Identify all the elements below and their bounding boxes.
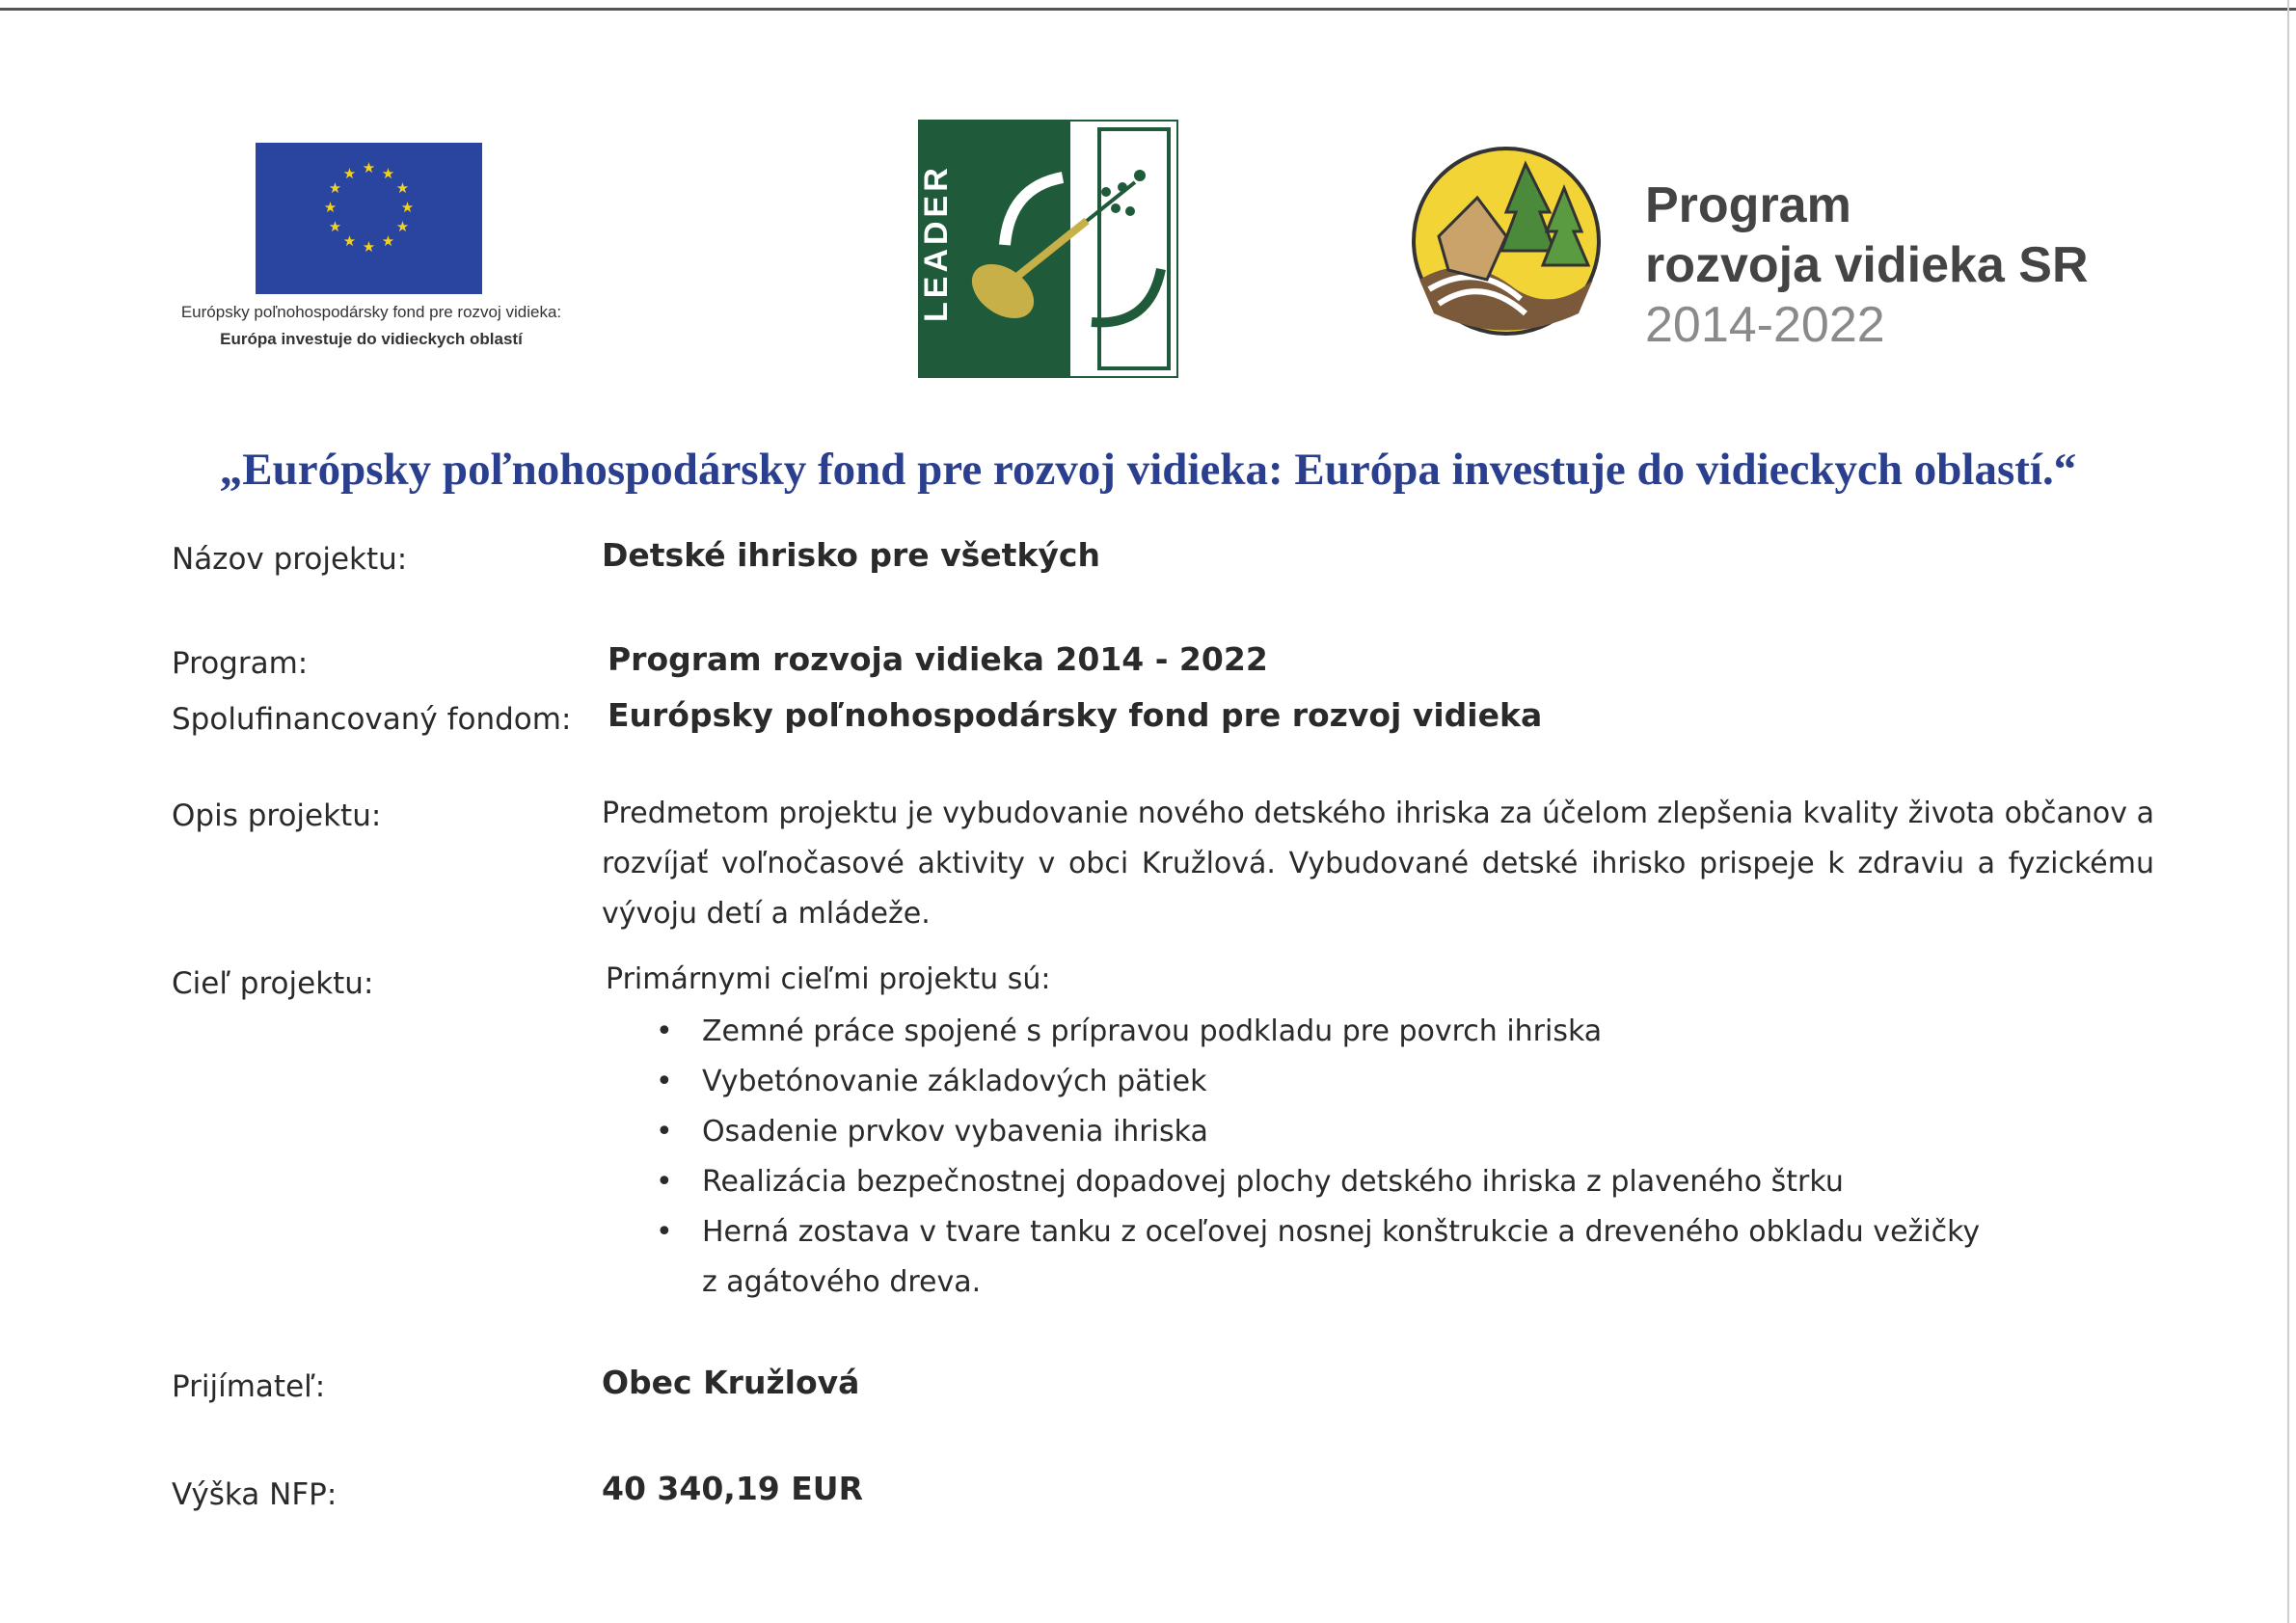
goal-item-text: Zemné práce spojené s prípravou podkladu pre povrch ihriska [702, 1014, 1603, 1048]
goal-item-continuation [656, 1258, 1980, 1308]
goal-item [656, 1107, 1980, 1157]
leader-logo [918, 120, 1178, 378]
goal-item-text: z agátového dreva. [702, 1265, 982, 1299]
goal-item [656, 1057, 1980, 1107]
goal-intro: Primárnymi cieľmi projektu sú: [606, 962, 1051, 996]
star-icon: ★ [395, 218, 410, 235]
leader-text: LEADER [918, 164, 955, 322]
bullet-icon: • [656, 1215, 673, 1249]
prv-title-line1: Program [1645, 177, 1851, 233]
scan-top-line [0, 8, 2296, 11]
program-label: Program: [172, 646, 309, 681]
description-label: Opis projektu: [172, 798, 382, 833]
star-icon: ★ [395, 179, 410, 197]
goal-item [656, 1007, 1980, 1057]
headline: „Európsky poľnohospodársky fond pre rozvoj vidieka: Európa investuje do vidieckych oblastí.“ [219, 445, 2077, 495]
star-icon: ★ [381, 232, 395, 250]
goal-item-text: Realizácia bezpečnostnej dopadovej plochy detského ihriska z plaveného štrku [702, 1165, 1844, 1199]
description-text: Predmetom projektu je vybudovanie nového detského ihriska za účelom zlepšenia kvality života občanov a rozvíjať voľnočasové aktivity v obci Kružlová. Vybudované detské ihrisko prispeje k zdraviu a fyzickému vývoju detí a mládeže. [602, 797, 2154, 931]
fund-value: Európsky poľnohospodársky fond pre rozvoj vidieka [608, 696, 1543, 734]
goal-label: Cieľ projektu: [172, 966, 374, 1001]
prv-title [1645, 176, 2089, 355]
goal-item-text: Vybetónovanie základových pätiek [702, 1065, 1207, 1098]
bullet-icon: • [656, 1014, 673, 1048]
bullet-icon: • [656, 1115, 673, 1149]
program-value: Program rozvoja vidieka 2014 - 2022 [608, 640, 1268, 678]
star-icon: ★ [323, 199, 338, 216]
eu-logo-block [82, 143, 661, 374]
star-icon: ★ [342, 232, 357, 250]
project-name-label: Názov projektu: [172, 542, 408, 577]
star-icon: ★ [381, 165, 395, 182]
prv-logo [1410, 145, 1603, 338]
star-icon: ★ [328, 179, 342, 197]
goal-item-text: Herná zostava v tvare tanku z oceľovej nosnej konštrukcie a dreveného obkladu vežičky [702, 1215, 1981, 1249]
star-icon: ★ [362, 238, 376, 256]
star-icon: ★ [328, 218, 342, 235]
prv-title-line2: rozvoja vidieka SR [1645, 237, 2089, 293]
amount-value: 40 340,19 EUR [602, 1470, 863, 1507]
goal-item [656, 1207, 1980, 1258]
goal-list [656, 1007, 1980, 1308]
bullet-icon: • [656, 1165, 673, 1199]
eu-flag-icon [256, 143, 482, 294]
bullet-icon: • [656, 1065, 673, 1098]
prv-title-years: 2014-2022 [1645, 297, 1885, 353]
project-name-value: Detské ihrisko pre všetkých [602, 536, 1100, 574]
goal-item [656, 1157, 1980, 1207]
recipient-value: Obec Kružlová [602, 1364, 860, 1401]
eu-caption-line1: Európsky poľnohospodársky fond pre rozvoj vidieka: [180, 303, 562, 321]
star-icon: ★ [400, 199, 415, 216]
scan-right-edge [2287, 0, 2289, 1623]
star-icon: ★ [342, 165, 357, 182]
recipient-label: Prijímateľ: [172, 1369, 326, 1404]
goal-item-text: Osadenie prvkov vybavenia ihriska [702, 1115, 1208, 1149]
fund-label: Spolufinancovaný fondom: [172, 702, 572, 737]
amount-label: Výška NFP: [172, 1477, 338, 1512]
star-icon: ★ [362, 159, 376, 176]
eu-caption-line2: Európa investuje do vidieckych oblastí [220, 330, 523, 348]
